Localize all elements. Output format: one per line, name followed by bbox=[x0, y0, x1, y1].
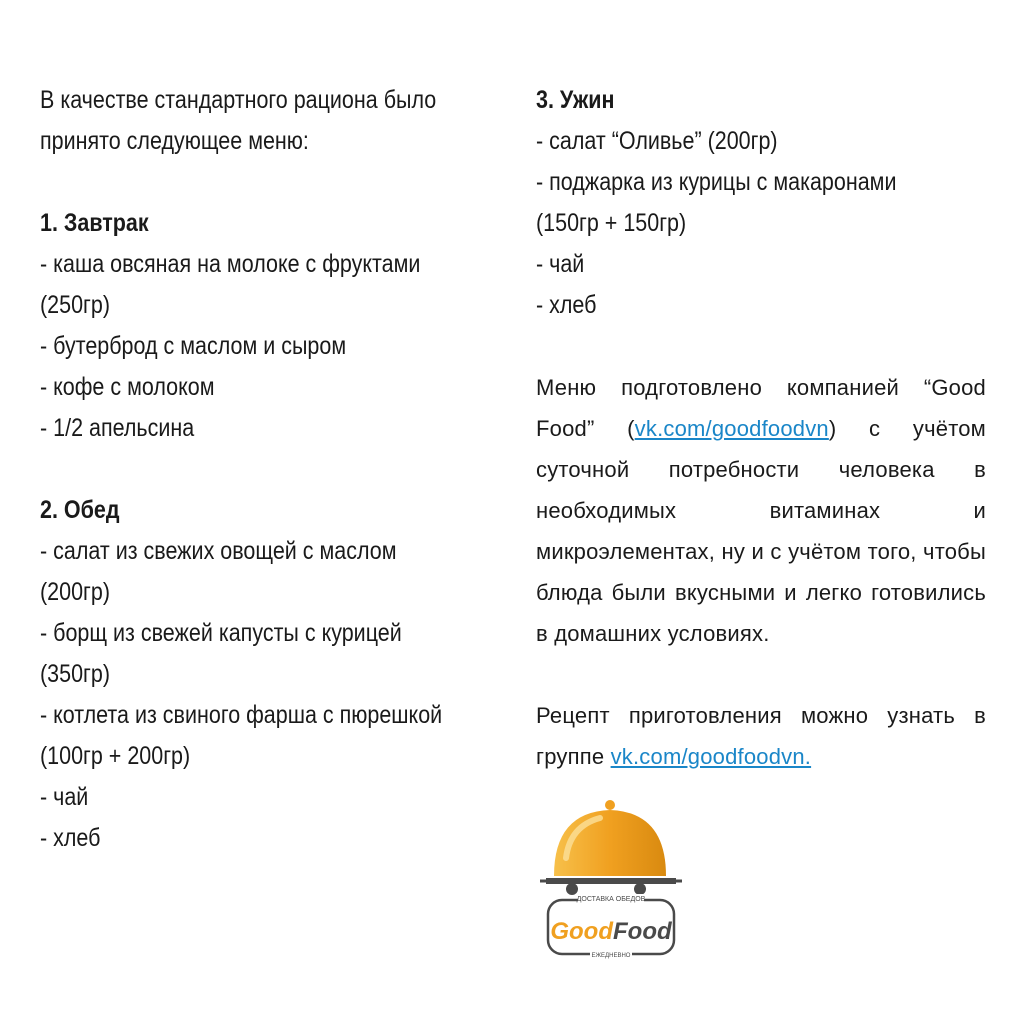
menu-item: - чай bbox=[40, 783, 89, 811]
logo-brand: GoodFood bbox=[550, 918, 672, 945]
menu-item: - бутерброд с маслом и сыром bbox=[40, 332, 347, 360]
menu-item: - салат “Оливье” (200гр) bbox=[536, 127, 778, 155]
menu-item: - поджарка из курицы с макаронами bbox=[536, 168, 897, 196]
logo-top-text: ДОСТАВКА ОБЕДОВ bbox=[576, 896, 646, 903]
menu-item: - борщ из свежей капусты с курицей bbox=[40, 619, 402, 647]
menu-item: - салат из свежих овощей с маслом bbox=[40, 537, 397, 565]
goodfood-logo bbox=[540, 796, 690, 966]
right-column bbox=[536, 80, 986, 777]
dinner-title: 3. Ужин bbox=[536, 86, 615, 114]
logo-bottom-text: ЕЖЕДНЕВНО bbox=[591, 953, 631, 959]
menu-item: - кофе с молоком bbox=[40, 373, 215, 401]
menu-item: - котлета из свиного фарша с пюрешкой bbox=[40, 701, 443, 729]
lunch-title: 2. Обед bbox=[40, 496, 120, 524]
menu-item: (200гр) bbox=[40, 578, 110, 606]
vk-link[interactable]: vk.com/goodfoodvn bbox=[634, 416, 829, 441]
breakfast-title: 1. Завтрак bbox=[40, 209, 149, 237]
about-paragraph: Меню подготовлено компанией “Good Food” (vk.com/goodfoodvn) с учётом суточной потребности человека в необходимых витаминах и микроэлементах, ну и с учётом того, чтобы блюда были вкусными и легко готовились в домашних условиях. bbox=[536, 375, 987, 646]
menu-item: (350гр) bbox=[40, 660, 110, 688]
cloche-icon bbox=[540, 800, 682, 895]
menu-item: - 1/2 апельсина bbox=[40, 414, 195, 442]
left-column bbox=[40, 80, 500, 859]
vk-group-link[interactable]: vk.com/goodfoodvn. bbox=[610, 744, 812, 769]
menu-item: (150гр + 150гр) bbox=[536, 209, 687, 237]
menu-item: - хлеб bbox=[40, 824, 101, 852]
menu-item: - каша овсяная на молоке с фруктами bbox=[40, 250, 421, 278]
intro-line: принято следующее меню: bbox=[40, 127, 309, 155]
menu-item: (250гр) bbox=[40, 291, 110, 319]
menu-item: - чай bbox=[536, 250, 585, 278]
menu-item: - хлеб bbox=[536, 291, 597, 319]
menu-item: (100гр + 200гр) bbox=[40, 742, 191, 770]
recipe-paragraph: Рецепт приготовления можно узнать в группе vk.com/goodfoodvn. bbox=[536, 703, 986, 769]
intro-line: В качестве стандартного рациона было bbox=[40, 86, 437, 114]
